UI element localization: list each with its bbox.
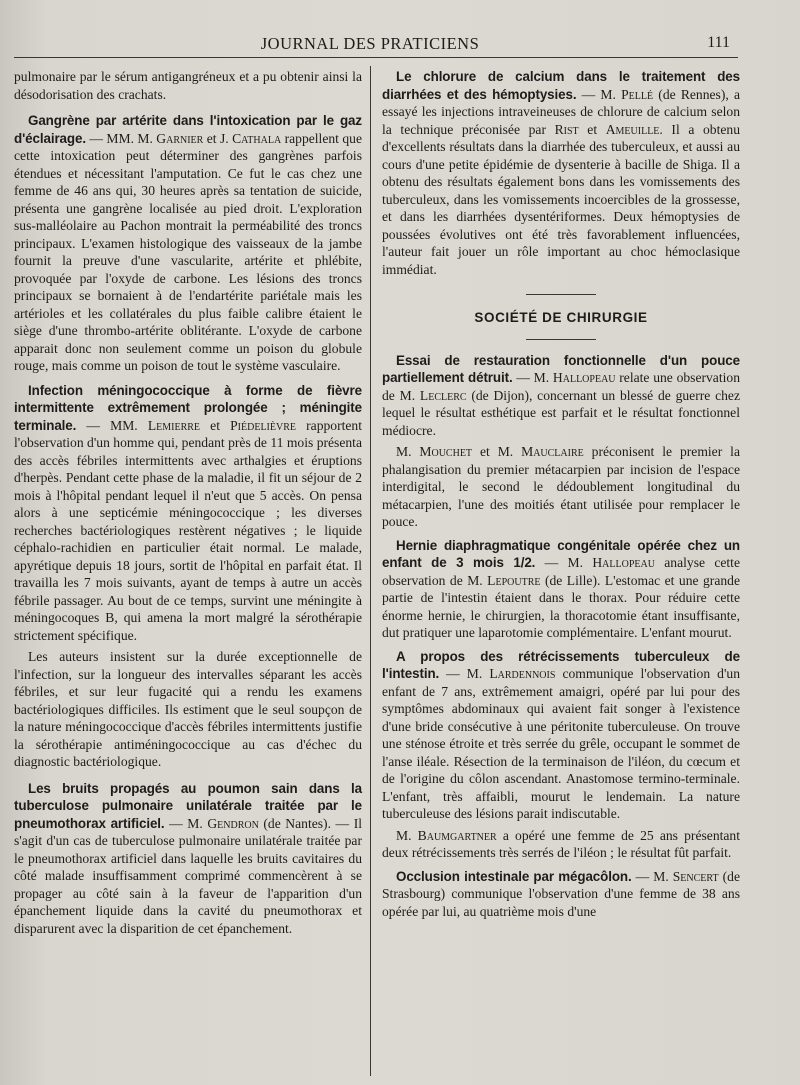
author-name: Sencert [672,868,719,884]
connector: M. [396,827,418,843]
column-divider [370,66,371,1076]
article-body: (de Dijon), concernant un blessé de guerre chez lequel le résultat esthétique est parfait et le résultat fonctionnel médiocre. [382,387,740,438]
article-chlorure [382,68,740,278]
running-header [0,30,800,60]
article-body: rappellent que cette intoxication peut déterminer des gangrènes parfois étendues et nécessitant l'amputation. Ce fut le cas chez une femme de 46 ans qui, 30 heures après sa tentation de suicide, présenta une gangrène localisée au pied droit. L'exploration sus-malléolaire au Pachon montrait la perméabilité des troncs principaux. L'examen histologique des vaisseaux de la jambe fournit la preuve d'une vascularite, artérite et phlébite, provoquée par l'oxyde de carbone. Les lésions des troncs principaux se bornaient à de l'endartérite pariétale mais les artérioles et les collatérales du plus faible calibre étaient le siège d'une thrombo-artérite oblitérante. L'oxyde de carbone apparait donc non seulement comme un poison du globule rouge, mais comme un poison de tout le système vasculaire. [14,130,362,373]
continued-paragraph: pulmonaire par le sérum antigangréneux et a pu obtenir ainsi la désodorisation des crachats. [14,69,362,102]
article-paragraph: Les auteurs insistent sur la durée exceptionnelle de l'infection, sur la longueur des intervalles séparant les accès fébriles, et sur leur fugacité qui a rendu les examens bactériologiques difficiles. Ils estiment que le seul soupçon de la nature méningococcique d'accès fébriles intermittents justifie la sérothérapie antiméningococcique au cas d'échec du diagnostic bactériologique. [14,649,362,769]
author-name: Lepoutre [487,572,541,588]
article-body: (de Nantes). — Il s'agit d'un cas de tuberculose pulmonaire unilatérale traitée par le pneumothorax artificiel dans laquelle les bruits cavitaires du côté malade insuffisamment comprimé commencèrent à se propager au côté sain à la faveur de l'apparition d'un épanchement liquide dans la cavité du pneumothorax et disparurent avec la disparition de cet épanchement. [14,815,363,936]
dash: — MM. M. [85,130,157,146]
author-name: Pellé [621,86,654,102]
connector: et [200,417,231,433]
article-paragraph [382,443,740,531]
journal-title: JOURNAL DES PRATICIENS [260,34,480,53]
section-separator [526,339,596,340]
article-title: A propos des rétrécissements tuberculeux de l'intestin. [382,648,740,681]
author-name: Cathala [232,130,282,146]
dash: — M. [576,86,622,102]
author-name: Mouchet [419,444,473,459]
article-title: Essai de restauration fonctionnelle d'un pouce partiellement détruit. [382,352,740,385]
article-body: . Il a obtenu d'excellents résultats dans la diarrhée des tuberculeux, et aussi au cours d'une petite épidémie de dysenterie à bacille de Shiga. Il a obtenu des résultats également bons dans les vomissements des tuberculeux, dans les vomissements incoercibles de la grossesse, et dans les diarrhées dysentériformes. Deux hémoptysies de poussées évolutives ont été très favorablement influencées, l'auteur fait jouer un rôle important au choc hémoclasique immédiat. [382,121,740,277]
article-body: (de Rennes), a essayé les injections intraveineuses de chlorure de calcium selon la technique préconisée par [382,86,740,137]
right-column [382,68,740,924]
article-title: Les bruits propagés au poumon sain dans la tuberculose pulmonaire unilatérale traitée par le pneumothorax artificiel. [14,780,362,831]
article-pouce [382,352,740,440]
article-hernie [382,537,740,642]
dash: — M. [164,815,208,831]
author-name: Lemierre [147,417,201,433]
section-separator [526,294,596,295]
section-title: SOCIÉTÉ DE CHIRURGIE [474,310,648,325]
connector: et J. [203,130,233,146]
dash: — M. [631,868,673,884]
article-body: (de Lille). L'estomac et une grande partie de l'intestin étaient dans le thorax. Pour réduire cette énorme hernie, le chirurgien, la thoracotomie étant insuffisante, dut pratiquer une laparotomie complémentaire. L'enfant mourut. [382,572,740,640]
author-name: Gendron [207,815,259,831]
dash: — M. [439,666,490,681]
page-number: 111 [707,34,730,51]
author-name: Mauclaire [521,444,584,459]
article-body: analyse cette observation de M. [382,555,740,588]
article-body: préconisent le premier la phalangisation du premier métacarpien par incision de l'espace interdigital, le second le dédoublement longitudinal du métacarpien, l'une des moitiés étant utilisée pour remplacer le pouce. [382,444,740,529]
connector: et M. [472,444,522,459]
article-bruits [14,780,362,938]
article-paragraph [382,827,740,862]
header-rule [14,57,738,58]
article-body: communique l'observation d'un enfant de 7 ans, extrêmement amaigri, opéré par lui pour des symptômes abdominaux qui avaient fait songer à l'existence d'une bride consécutive à une péritonite tuberculeuse. On trouve une sténose étroite et très serrée du grêle, occupant le sommet de l'anse iléale. Résection de la terminaison de l'iléon, du cœcum et de l'origine du côlon ascendant. Anastomose termino-terminale. L'enfant, très affaibli, mourut le lendemain. La nature tuberculeuse des lésions parait indiscutable. [382,666,740,821]
article-title: Infection méningococcique à forme de fièvre intermittente extrêmement prolongée ; méningite terminale. [14,382,362,433]
article-occlusion [382,868,740,921]
author-name: Lardennois [489,666,556,681]
author-name: Hallopeau [552,370,616,385]
dash: — M. [512,370,553,385]
article-title: Hernie diaphragmatique congénitale opérée chez un enfant de 3 mois 1/2. [382,537,740,570]
author-name: Piédelièvre [230,417,296,433]
connector: et [578,121,606,137]
article-body: relate une observation de M. [382,370,740,403]
author-name: Hallopeau [592,555,655,570]
author-name: Rist [554,121,579,137]
article-title: Gangrène par artérite dans l'intoxication par le gaz d'éclairage. [14,113,362,146]
left-column [14,68,362,941]
author-name: Ameuille [605,121,660,137]
dash: — M. [535,555,593,570]
article-title: Occlusion intestinale par mégacôlon. [396,868,632,884]
connector: M. [396,444,420,459]
dash: — MM. [76,417,148,433]
author-name: Leclerc [419,387,467,403]
article-gangrene [14,112,362,375]
article-title: Le chlorure de calcium dans le traitement des diarrhées et des hémoptysies. [382,69,740,102]
article-meningococcique [14,382,362,645]
author-name: Baumgartner [417,827,497,843]
article-body: rapportent l'observation d'un homme qui, pendant près de 11 mois présenta des accès fébriles intermittents avec arthalgies et éruptions d'herpès. Pendant cette phase de la maladie, il fit un séjour de 2 mois à l'hôpital pendant lequel il n'eut que 5 accès. On pensa alors à une septicémie méningococcique ; les diverses recherches bactériologiques restèrent négatives ; le liquide céphalo-rachidien en particulier était normal. Le malade, apyrétique depuis 18 jours, sortit de l'hôpital en parfait état. Il travailla les 7 mois suivants, ayant de temps à autre un accès fébrile passager. Au bout de ce temps, survint une méningite à méningocoques B, qui amena la mort malgré la sérothérapie strictement spécifique. [14,417,362,643]
author-name: Garnier [156,130,204,146]
article-body: (de Strasbourg) communique l'observation d'une femme de 38 ans opérée par lui, au quatrième mois d'une [382,868,740,919]
article-body: a opéré une femme de 25 ans présentant deux rétrécissements très serrés de l'iléon ; le résultat fût parfait. [382,827,740,860]
article-retrecissements [382,648,740,823]
